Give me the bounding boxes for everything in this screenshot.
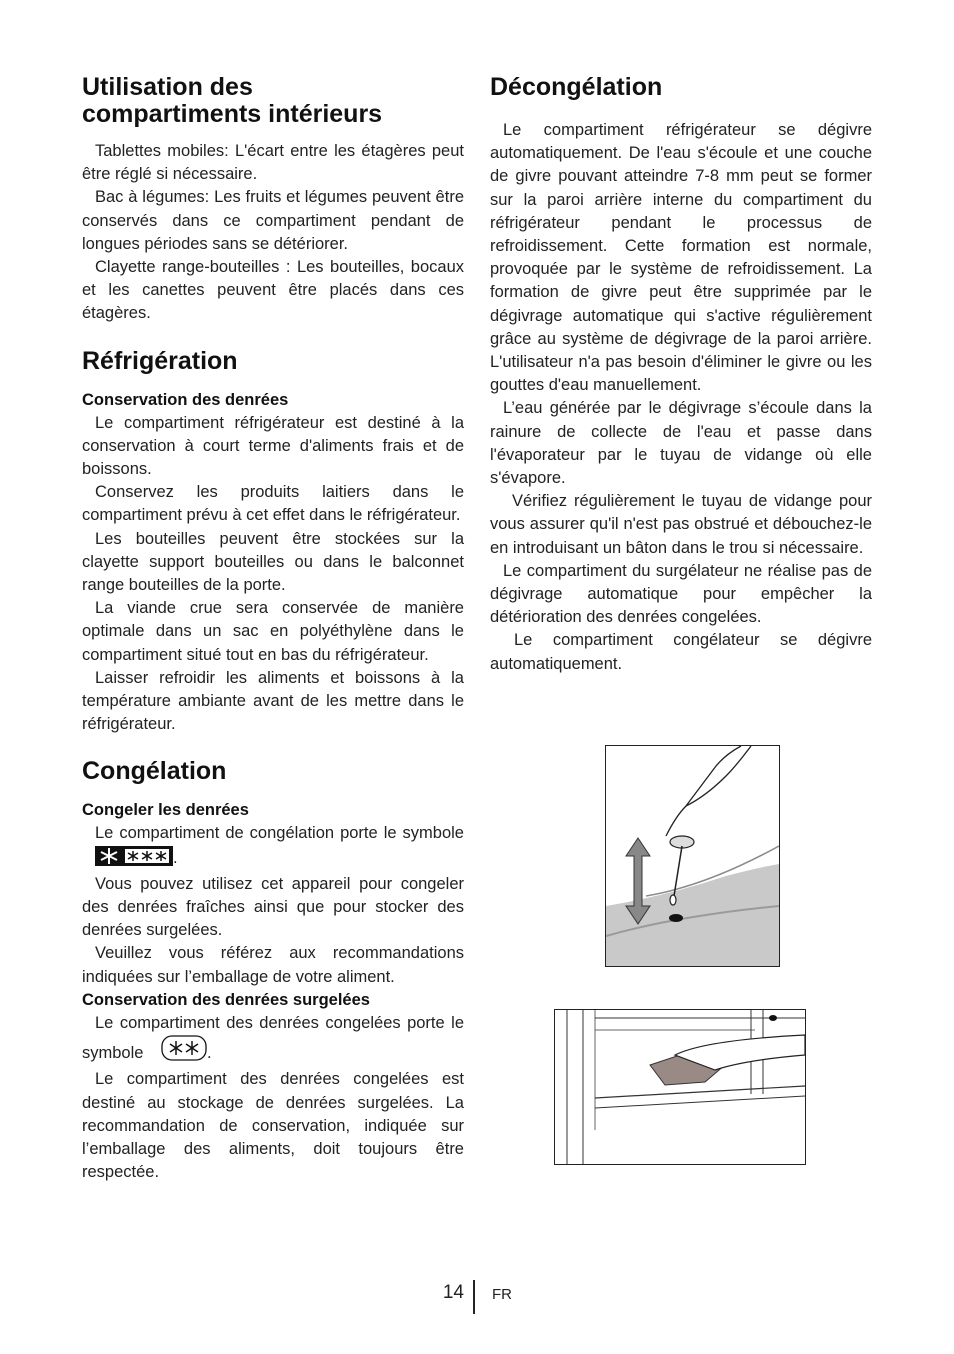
heading-congelation: Congélation — [82, 757, 227, 786]
language-code: FR — [492, 1286, 512, 1303]
paragraph: Le compartiment réfrigérateur se dégivre automatiquement. De l'eau s'écoule et une couche de givre pouvant atteindre 7-8 mm peut se former sur la paroi arrière interne du compartiment du réfrigérateur pendant le processus de refroidissement. Cette formation est normale, provoquée par le système de refroidissement. La formation de givre peut être supprimée par le dégivrage automatique qui s'active régulièrement grâce au système de dégivrage de la paroi arrière. L'utilisateur n'a pas besoin d'éliminer le givre ou les gouttes d'eau manuellement. — [490, 121, 872, 395]
paragraph: Le compartiment congélateur se dégivre automatiquement. — [490, 631, 872, 673]
paragraph: Laisser refroidir les aliments et boissons à la température ambiante avant de les mettre dans le réfrigérateur. — [82, 668, 464, 734]
paragraph-text: Le compartiment des denrées congelées porte le symbole — [82, 1013, 464, 1063]
paragraph-symbol — [82, 1012, 464, 1068]
paragraph: Bac à légumes: Les fruits et légumes peuvent être conservés dans ce compartiment pendant de longues périodes sans se détériorer. — [82, 188, 464, 253]
subheading-conservation: Conservation des denrées — [82, 390, 289, 409]
paragraph: La viande crue sera conservée de manière optimale dans un sac en polyéthylène dans le compartiment situé tout en bas du réfrigérateur. — [82, 599, 464, 664]
paragraph: Le compartiment des denrées congelées est destiné au stockage de denrées surgelées. La recommandation de conservation, indiquée sur l’emballage des aliments, doit toujours être respectée. — [82, 1070, 464, 1182]
four-star-freezer-icon — [82, 846, 173, 873]
heading-utilisation: Utilisation des compartiments intérieurs — [82, 73, 383, 128]
section-congelation — [82, 758, 464, 1184]
heading-decongelation: Décongélation — [490, 73, 663, 101]
subheading-surgelees: Conservation des denrées surgelées — [82, 990, 370, 1009]
heading-refrigeration: Réfrigération — [82, 346, 238, 375]
section-utilisation — [82, 140, 464, 326]
subheading-congeler: Congeler les denrées — [82, 801, 249, 820]
drain-hole-illustration — [605, 745, 780, 967]
paragraph: Le compartiment réfrigérateur est destiné à la conservation à court terme d'aliments frais et de boissons. — [82, 413, 464, 479]
paragraph: Conservez les produits laitiers dans le compartiment prévu à cet effet dans le réfrigérateur. — [82, 483, 464, 525]
section-refrigeration — [82, 348, 464, 737]
right-column — [490, 74, 872, 676]
paragraph: Vérifiez régulièrement le tuyau de vidange pour vous assurer qu'il n'est pas obstrué et débouchez-le en introduisant un bâton dans le trou si nécessaire. — [490, 492, 872, 557]
paragraph: Veuillez vous référez aux recommandations indiquées sur l’emballage de votre aliment. — [82, 944, 464, 986]
paragraph: Vous pouvez utilisez cet appareil pour congeler des denrées fraîches ainsi que pour stocker des denrées surgelées. — [82, 874, 464, 940]
page-footer — [0, 1280, 954, 1316]
paragraph: Tablettes mobiles: L'écart entre les étagères peut être réglé si nécessaire. — [82, 142, 464, 184]
paragraph-symbol — [82, 822, 464, 872]
paragraph-text: . — [207, 1044, 212, 1063]
paragraph: Le compartiment du surgélateur ne réalise pas de dégivrage automatique pour empêcher la détérioration des denrées congelées. — [490, 561, 872, 627]
paragraph: L’eau générée par le dégivrage s’écoule dans la rainure de collecte de l'eau et passe dans l'évaporateur par le tuyau de vidange où elle s'évapore. — [490, 399, 872, 488]
paragraph: Clayette range-bouteilles : Les bouteilles, bocaux et les canettes peuvent être placés dans ces étagères. — [82, 258, 464, 323]
left-column — [82, 74, 464, 1184]
footer-divider — [473, 1280, 475, 1314]
page-number: 14 — [442, 1282, 464, 1303]
paragraph-text: Le compartiment de congélation porte le symbole — [95, 824, 464, 843]
two-star-freezer-icon — [148, 1035, 207, 1068]
paragraph: Les bouteilles peuvent être stockées sur la clayette support bouteilles ou dans le balconnet range bouteilles de la porte. — [82, 529, 464, 595]
paragraph-text: . — [173, 848, 178, 867]
cleaning-compartment-illustration — [554, 1009, 806, 1165]
